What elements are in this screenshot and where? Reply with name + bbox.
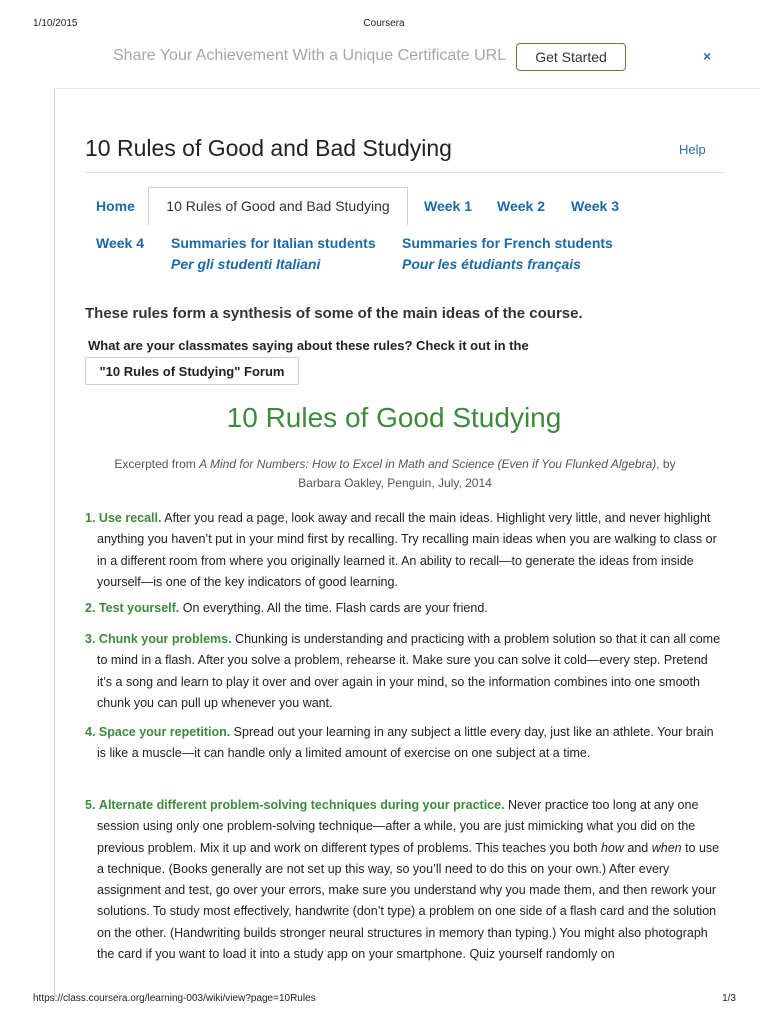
certificate-banner-text: Share Your Achievement With a Unique Certificate URL (113, 47, 507, 64)
rule-heading: Use recall. (98, 511, 162, 525)
rule-heading: Test yourself. (98, 601, 180, 615)
print-date: 1/10/2015 (33, 18, 78, 29)
rule-heading: Chunk your problems. (98, 632, 232, 646)
intro-text: These rules form a synthesis of some of the main ideas of the course. (85, 305, 583, 322)
rule-number: 5. (85, 798, 96, 812)
rule-heading: Alternate different problem-solving techniques during your practice. (98, 798, 505, 812)
excerpt-suffix: , by Barbara Oakley, Penguin, July, 2014 (298, 457, 676, 490)
rule-body: After you read a page, look away and recall the main ideas. Highlight very little, and never highlight anything you haven’t put in your mind first by recalling. Try recalling main ideas when you are walking to class or in a different room from where you originally learned it. An ability to recall—to generate the ideas from inside yourself—is one of the key indicators of good learning. (97, 511, 717, 589)
nav-italian-summaries[interactable]: Summaries for Italian students (171, 235, 376, 251)
rule-body: On everything. All the time. Flash cards are your friend. (179, 601, 488, 615)
rules-heading: 10 Rules of Good Studying (226, 402, 562, 433)
rule-item (85, 629, 722, 714)
tab-10-rules-active[interactable]: 10 Rules of Good and Bad Studying (148, 187, 408, 225)
title-divider (85, 172, 725, 173)
excerpt-prefix: Excerpted from (114, 457, 200, 471)
nav-week-1[interactable]: Week 1 (424, 198, 472, 214)
rule-item (85, 795, 722, 965)
nav-home[interactable]: Home (96, 198, 135, 214)
rule-number: 2. (85, 601, 96, 615)
nav-week-3[interactable]: Week 3 (571, 198, 619, 214)
rule-body: Spread out your learning in any subject a little every day, just like an athlete. Your brain is like a muscle—it can handle only a limited amount of exercise on one subject at a time. (97, 725, 714, 761)
page-title: 10 Rules of Good and Bad Studying (85, 135, 452, 161)
forum-button[interactable]: "10 Rules of Studying" Forum (85, 357, 299, 385)
rule-heading: Space your repetition. (98, 725, 231, 739)
close-icon[interactable]: × (703, 48, 712, 64)
rule-emphasis: when (651, 840, 682, 855)
rule-number: 1. (85, 511, 96, 525)
rule-item (85, 598, 722, 619)
rule-emphasis: how (600, 840, 624, 855)
rule-item (85, 508, 722, 593)
excerpt-citation (95, 455, 695, 493)
print-url: https://class.coursera.org/learning-003/wiki/view?page=10Rules (33, 993, 316, 1004)
forum-question: What are your classmates saying about these rules? Check it out in the (88, 338, 529, 353)
nav-french-summaries-sub[interactable]: Pour les étudiants français (402, 256, 581, 272)
rule-body: to use a technique. (Books generally are not set up this way, so you’ll need to do this on your own.) After every assignment and test, go over your errors, make sure you understand why you made them, and then rework your solutions. To study most effectively, handwrite (don’t type) a problem on one side of a flash card and the solution on the other. (Handwriting builds stronger neural structures in memory than typing.) You might also photograph the card if you want to load it into a study app on your smartphone. Quiz yourself randomly on (97, 840, 720, 962)
get-started-button[interactable]: Get Started (516, 43, 626, 71)
nav-italian-summaries-sub[interactable]: Per gli studenti Italiani (171, 256, 321, 272)
rule-body: Never practice too long at any one session using only one problem-solving technique—after a while, you are just mimicking what you did on the previous problem. Mix it up and work on different types of problems. This teaches you both (97, 798, 699, 855)
rule-body: Chunking is understanding and practicing with a problem solution so that it can all come to mind in a flash. After you solve a problem, rehearse it. Make sure you can solve it cold—every step. Pretend it’s a song and learn to play it over and over again in your mind, so the information combines into one smooth chunk you can pull up whenever you want. (97, 632, 721, 710)
excerpt-book-title: A Mind for Numbers: How to Excel in Math and Science (Even if You Flunked Algebra) (199, 457, 657, 471)
rule-item (85, 722, 722, 765)
rule-body: and (623, 840, 652, 855)
nav-week-2[interactable]: Week 2 (497, 198, 545, 214)
nav-week-4[interactable]: Week 4 (96, 235, 144, 251)
rule-number: 4. (85, 725, 96, 739)
nav-french-summaries[interactable]: Summaries for French students (402, 235, 613, 251)
rule-number: 3. (85, 632, 96, 646)
print-title: Coursera (363, 18, 405, 29)
help-link[interactable]: Help (679, 142, 706, 157)
print-page-number: 1/3 (722, 993, 736, 1004)
